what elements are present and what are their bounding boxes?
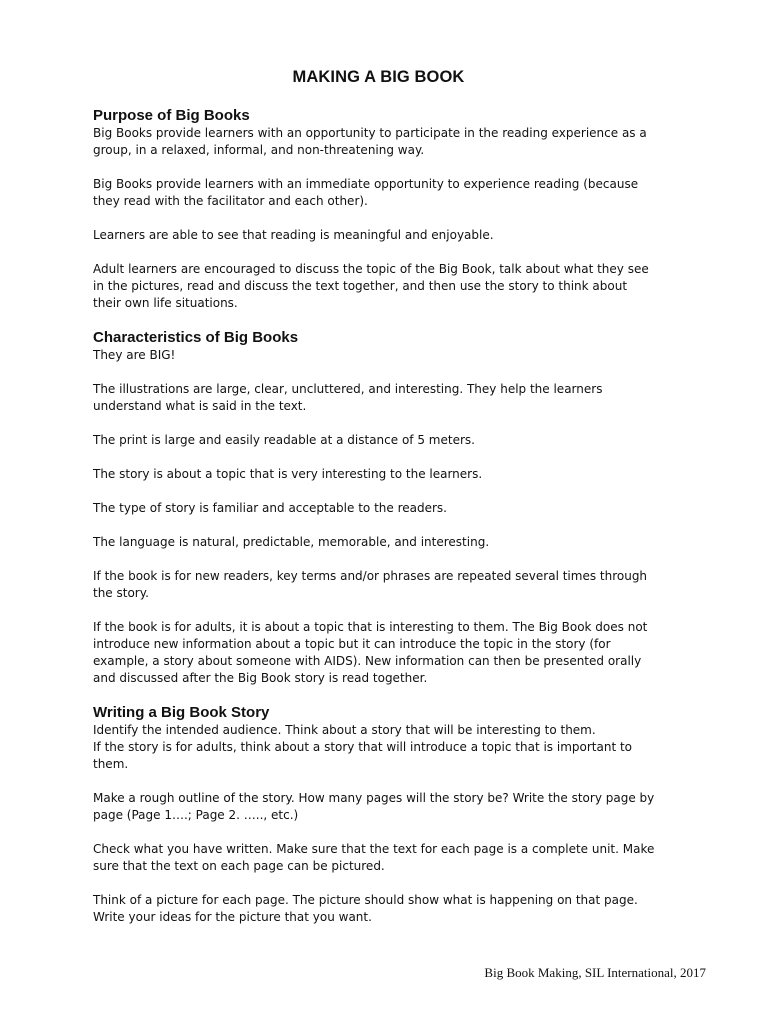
- section-heading: Characteristics of Big Books: [93, 329, 299, 346]
- paragraph: Think of a picture for each page. The picture should show what is happening on that page. Write your ideas for the picture that you want.: [93, 893, 638, 924]
- paragraph: They are BIG!: [93, 348, 176, 362]
- paragraph: Check what you have written. Make sure that the text for each page is a complete unit. Make sure that the text on each page can be pictured.: [93, 842, 655, 873]
- section-heading: Writing a Big Book Story: [93, 704, 270, 721]
- paragraph: Make a rough outline of the story. How many pages will the story be? Write the story page by page (Page 1….; Page 2. ….., etc.): [93, 791, 655, 822]
- paragraph: Learners are able to see that reading is meaningful and enjoyable.: [93, 228, 494, 242]
- paragraph: The print is large and easily readable at a distance of 5 meters.: [93, 433, 475, 447]
- section-writing: [93, 704, 656, 926]
- paragraph: The story is about a topic that is very interesting to the learners.: [93, 467, 483, 481]
- paragraph: Big Books provide learners with an opportunity to participate in the reading experience as a group, in a relaxed, informal, and non-threatening way.: [93, 126, 647, 157]
- paragraph: Adult learners are encouraged to discuss the topic of the Big Book, talk about what they see in the pictures, read and discuss the text together, and then use the story to think about their own life situations.: [93, 262, 649, 310]
- page-title: MAKING A BIG BOOK: [292, 68, 465, 86]
- paragraph: If the story is for adults, think about a story that will introduce a topic that is important to them.: [93, 740, 633, 771]
- paragraph: If the book is for new readers, key terms and/or phrases are repeated several times through the story.: [93, 569, 648, 600]
- paragraph: The type of story is familiar and acceptable to the readers.: [93, 501, 447, 515]
- paragraph: The illustrations are large, clear, uncluttered, and interesting. They help the learners understand what is said in the text.: [93, 382, 603, 413]
- section-heading: Purpose of Big Books: [93, 107, 250, 124]
- section-characteristics: [93, 329, 656, 687]
- paragraph: If the book is for adults, it is about a topic that is interesting to them. The Big Book does not introduce new information about a topic but it can introduce the topic in the story (for example, a story about someone with AIDS). New information can then be presented orally and discussed after the Big Book story is read together.: [93, 620, 648, 685]
- paragraph: Big Books provide learners with an immediate opportunity to experience reading (because they read with the facilitator and each other).: [93, 177, 639, 208]
- paragraph: Identify the intended audience. Think about a story that will be interesting to them.: [93, 723, 596, 737]
- section-purpose: [93, 107, 656, 312]
- paragraph: The language is natural, predictable, memorable, and interesting.: [93, 535, 490, 549]
- page-footer: Big Book Making, SIL International, 2017: [484, 965, 706, 980]
